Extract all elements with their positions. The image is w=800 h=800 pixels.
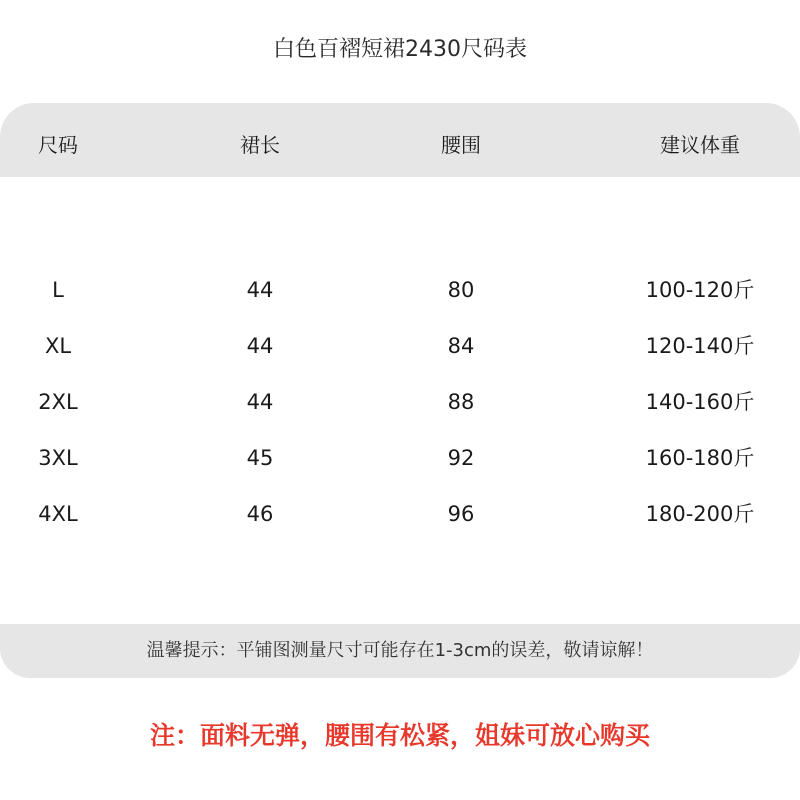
cell-waist: 92 xyxy=(447,446,475,470)
size-chart-title: 白色百褶短裙2430尺码表 xyxy=(273,37,527,62)
cell-skirt-length: 46 xyxy=(246,502,274,526)
cell-suggested-weight: 140-160斤 xyxy=(645,390,755,414)
cell-waist: 88 xyxy=(447,390,475,414)
cell-size: 2XL xyxy=(38,390,78,414)
table-row xyxy=(0,262,800,318)
cell-suggested-weight: 180-200斤 xyxy=(645,502,755,526)
table-row xyxy=(0,486,800,542)
cell-waist: 80 xyxy=(447,278,475,302)
header-waist: 腰围 xyxy=(441,133,481,157)
table-body xyxy=(0,262,800,542)
header-skirt-length: 裙长 xyxy=(240,133,280,157)
measurement-tip: 温馨提示：平铺图测量尺寸可能存在1-3cm的误差，敬请谅解！ xyxy=(146,640,654,661)
cell-waist: 96 xyxy=(447,502,475,526)
cell-suggested-weight: 100-120斤 xyxy=(645,278,755,302)
cell-suggested-weight: 120-140斤 xyxy=(645,334,755,358)
cell-size: 4XL xyxy=(38,502,78,526)
table-header xyxy=(0,103,800,177)
tip-bar xyxy=(0,624,800,678)
table-row xyxy=(0,374,800,430)
cell-skirt-length: 44 xyxy=(246,278,274,302)
header-suggested-weight: 建议体重 xyxy=(660,133,740,157)
cell-skirt-length: 44 xyxy=(246,334,274,358)
cell-size: XL xyxy=(44,334,72,358)
cell-skirt-length: 44 xyxy=(246,390,274,414)
table-row xyxy=(0,430,800,486)
cell-suggested-weight: 160-180斤 xyxy=(645,446,755,470)
cell-waist: 84 xyxy=(447,334,475,358)
cell-size: 3XL xyxy=(38,446,78,470)
cell-skirt-length: 45 xyxy=(246,446,274,470)
table-row xyxy=(0,318,800,374)
fabric-note: 注：面料无弹，腰围有松紧，姐妹可放心购买 xyxy=(149,721,650,750)
header-size: 尺码 xyxy=(38,133,78,157)
cell-size: L xyxy=(52,278,64,302)
